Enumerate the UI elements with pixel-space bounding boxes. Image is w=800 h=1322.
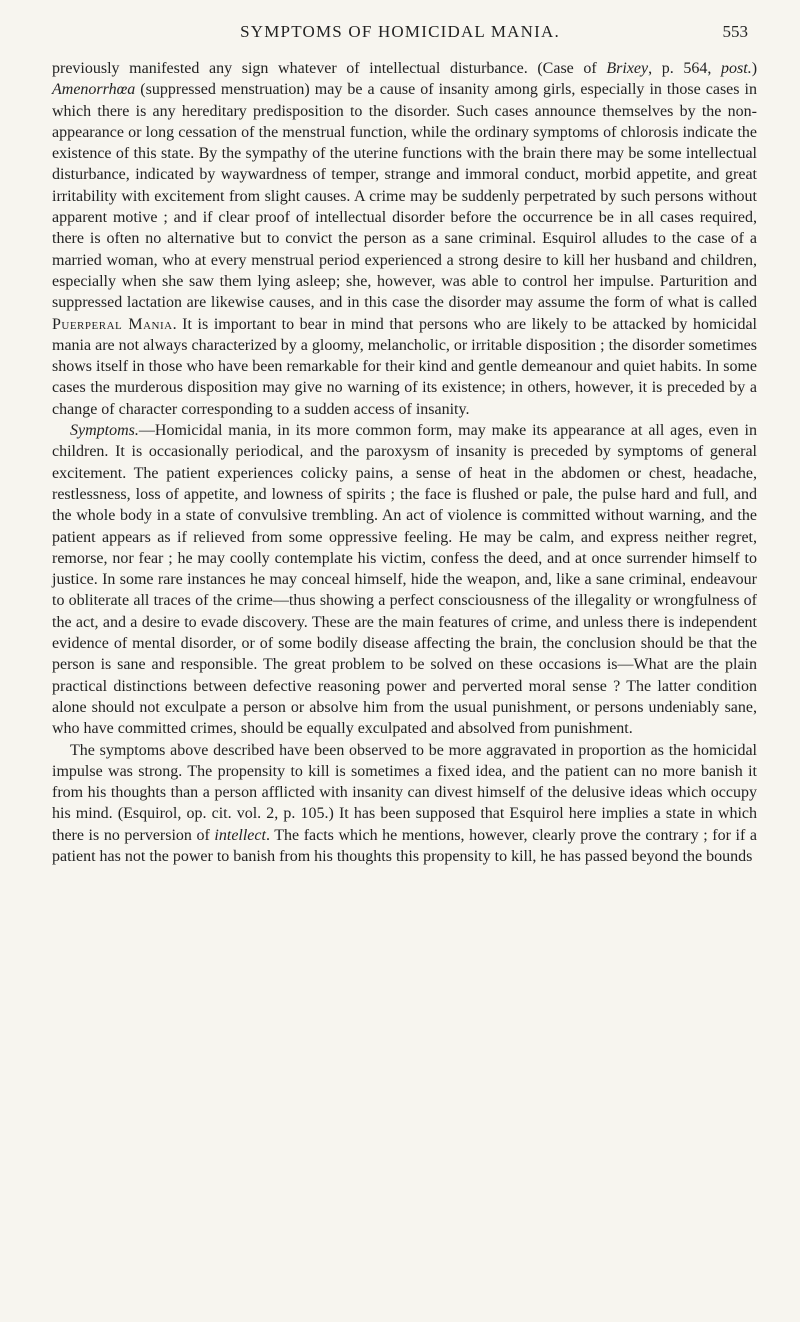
- body-text: [52, 58, 757, 867]
- text-run: The symptoms above described have been observed to be more aggravated in proportion as the homicidal impulse was strong. The propensity to kill is sometimes a fixed idea, and the patient can no more banish it from his thoughts than a person afflicted with insanity can divest himself of the delusive ideas which occupy his mind. (Esquirol, op. cit. vol. 2, p. 105.) It has been supposed that Esquirol here implies a state in which there is no perversion of: [52, 741, 757, 844]
- running-head: [52, 22, 748, 48]
- italic-text: intellect: [214, 826, 266, 844]
- text-run: —Homicidal mania, in its more common form, may make its appearance at all ages, even in children. It is occasionally periodical, and the paroxysm of insanity is preceded by symptoms of general excitement. The patient experiences colicky pains, a sense of heat in the abdomen or chest, headache, restlessness, loss of appetite, and lowness of spirits ; the face is flushed or pale, the pulse hard and full, and the whole body in a state of convulsive trembling. An act of violence is committed without warning, and the patient appears as if relieved from some oppressive feeling. He may be calm, and express neither regret, remorse, nor fear ; he may coolly contemplate his victim, confess the deed, and at once surrender himself to justice. In some rare instances he may conceal himself, hide the weapon, and, like a sane criminal, endeavour to obliterate all traces of the crime—thus showing a perfect consciousness of the illegality or wrongfulness of the act, and a desire to evade discovery. These are the main features of crime, and unless there is independent evidence of mental disorder, or of some bodily disease affecting the brain, the conclusion should be that the person is sane and responsible. The great problem to be solved on these occasions is—What are the plain practical distinctions between defective reasoning power and perverted moral sense ? The latter condition alone should not exculpate a person or absolve him from the usual punishment, or persons undeniably sane, who have committed crimes, should be equally exculpated and absolved from punishment.: [52, 422, 757, 738]
- page-number: 553: [722, 22, 748, 41]
- text-run: ): [751, 60, 758, 77]
- smallcaps-text: Puerperal Mania: [52, 315, 173, 333]
- text-run: . The facts which he mentions, however, clearly prove the contrary ; for if a patient has not the power to banish from his thoughts this propensity to kill, he has passed beyond the bounds: [52, 826, 757, 865]
- paragraph: [52, 740, 757, 868]
- text-run: . It is important to bear in mind that persons who are likely to be attacked by homicidal mania are not always characterized by a gloomy, melancholic, or irritable disposition ; the disorder sometimes shows itself in those who have been remarkable for their kind and gentle demeanour and quiet habits. In some cases the murderous disposition may give no warning of its existence; in others, however, it is preceded by a change of character corresponding to a sudden access of insanity.: [52, 315, 757, 418]
- paragraph: [52, 420, 757, 739]
- paragraph: [52, 58, 757, 420]
- italic-text: Amenorrhœa: [52, 81, 136, 99]
- text-run: (suppressed menstruation) may be a cause of insanity among girls, especially in those cases in which there is any hereditary predisposition to the disorder. Such cases announce themselves by the non-appearance or long cessation of the menstrual function, while the ordinary symptoms of chlorosis indicate the existence of this state. By the sympathy of the uterine functions with the brain there may be some intellectual disturbance, indicated by waywardness of temper, strange and immoral conduct, morbid appetite, and great irritability with excitement from slight causes. A crime may be suddenly perpetrated by such persons without apparent motive ; and if clear proof of intellectual disorder before the occurrence be in all cases required, there is often no alternative but to convict the person as a sane criminal. Esquirol alludes to the case of a married woman, who at every menstrual period experienced a strong desire to kill her husband and children, especially when she saw them lying asleep; she, however, was able to control her impulse. Parturition and suppressed lactation are likewise causes, and in this case the disorder may assume the form of what is called: [52, 81, 757, 312]
- italic-text: Brixey: [606, 60, 649, 77]
- italic-text: Symptoms.: [70, 422, 139, 440]
- text-run: previously manifested any sign whatever of intellectual disturbance. (Case of: [52, 60, 607, 77]
- running-title: SYMPTOMS OF HOMICIDAL MANIA.: [240, 22, 560, 41]
- italic-text: post.: [721, 60, 752, 77]
- text-run: , p. 564,: [648, 60, 722, 77]
